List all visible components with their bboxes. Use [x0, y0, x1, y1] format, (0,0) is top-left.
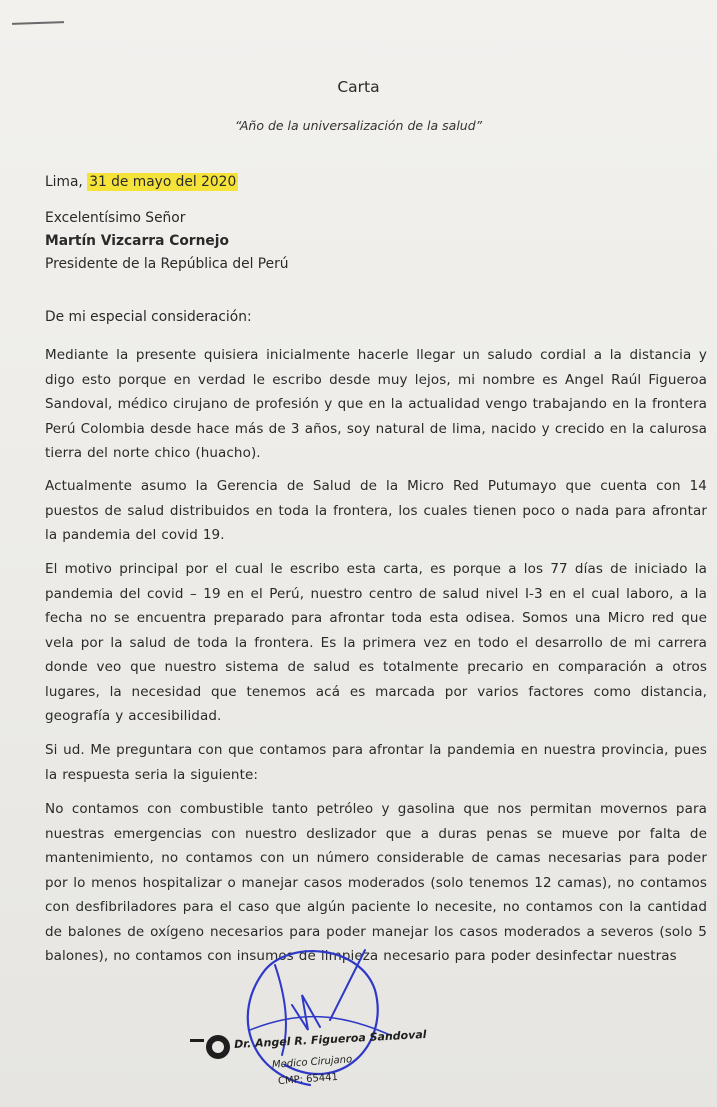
pen-mark [12, 21, 64, 25]
stamp-cmp: CMP: 65441 [277, 1071, 339, 1088]
recipient-name: Martín Vizcarra Cornejo [45, 233, 229, 249]
paragraph-1: Mediante la presente quisiera inicialmente hacerle llegar un saludo cordial a la distancia y digo esto porque en verdad le escribo desde muy lejos, mi nombre es Angel Raúl Figueroa Sandoval, médico cirujano de profesión y que en la actualidad vengo trabajando en la frontera Perú Colombia desde hace más de 3 años, soy natural de lima, nacido y crecido en la calurosa tierra del norte chico (huacho). [45, 347, 707, 461]
stamp-name: Dr. Angel R. Figueroa Sandoval [233, 1027, 427, 1052]
place: Lima, [45, 174, 88, 190]
paragraph-2: Actualmente asumo la Gerencia de Salud de la Micro Red Putumayo que cuenta con 14 puestos de salud distribuidos en toda la frontera, los cuales tienen poco o nada para afrontar la pandemia del covid 19. [45, 478, 707, 543]
recipient-salutation: Excelentísimo Señor [45, 210, 186, 226]
signature-stamp-area [190, 935, 440, 1105]
greeting: De mi especial consideración: [45, 309, 252, 325]
paragraph-4: Si ud. Me preguntara con que contamos para afrontar la pandemia en nuestra provincia, pues la respuesta seria la siguiente: [45, 742, 707, 783]
paragraph-5: No contamos con combustible tanto petróleo y gasolina que nos permitan movernos para nuestras emergencias con nuestro deslizador que a duras penas se mueve por falta de mantenimiento, no contamos con un número considerable de camas necesarias para poder por lo menos hospitalizar o manejar casos moderados (solo tenemos 12 camas), no contamos con desfibriladores para el caso que algún paciente lo necesite, no contamos con la cantidad de balones de oxígeno necesarios para poder manejar los casos moderados a severos (solo 5 balones), no contamos con insumos de limpieza necesario para poder desinfectar nuestras [45, 801, 707, 964]
date-highlighted: 31 de mayo del 2020 [89, 174, 237, 190]
stamp-profession: Medico Cirujano [271, 1054, 353, 1071]
paragraph-3: El motivo principal por el cual le escribo esta carta, es porque a los 77 días de iniciado la pandemia del covid – 19 en el Perú, nuestro centro de salud nivel I-3 en el cual laboro, a la fecha no se encuentra preparado para afrontar toda esta odisea. Somos una Micro red que vela por la salud de toda la frontera. Es la primera vez en todo el desarrollo de mi carrera donde veo que nuestro sistema de salud es totalmente precario en comparación a otros lugares, la necesidad que tenemos acá es marcada por varios factores como distancia, geografía y accesibilidad. [45, 561, 707, 724]
year-motto: “Año de la universalización de la salud” [234, 118, 483, 133]
recipient-title: Presidente de la República del Perú [45, 256, 289, 272]
place-date-line [45, 174, 238, 190]
letter-title: Carta [337, 78, 380, 96]
